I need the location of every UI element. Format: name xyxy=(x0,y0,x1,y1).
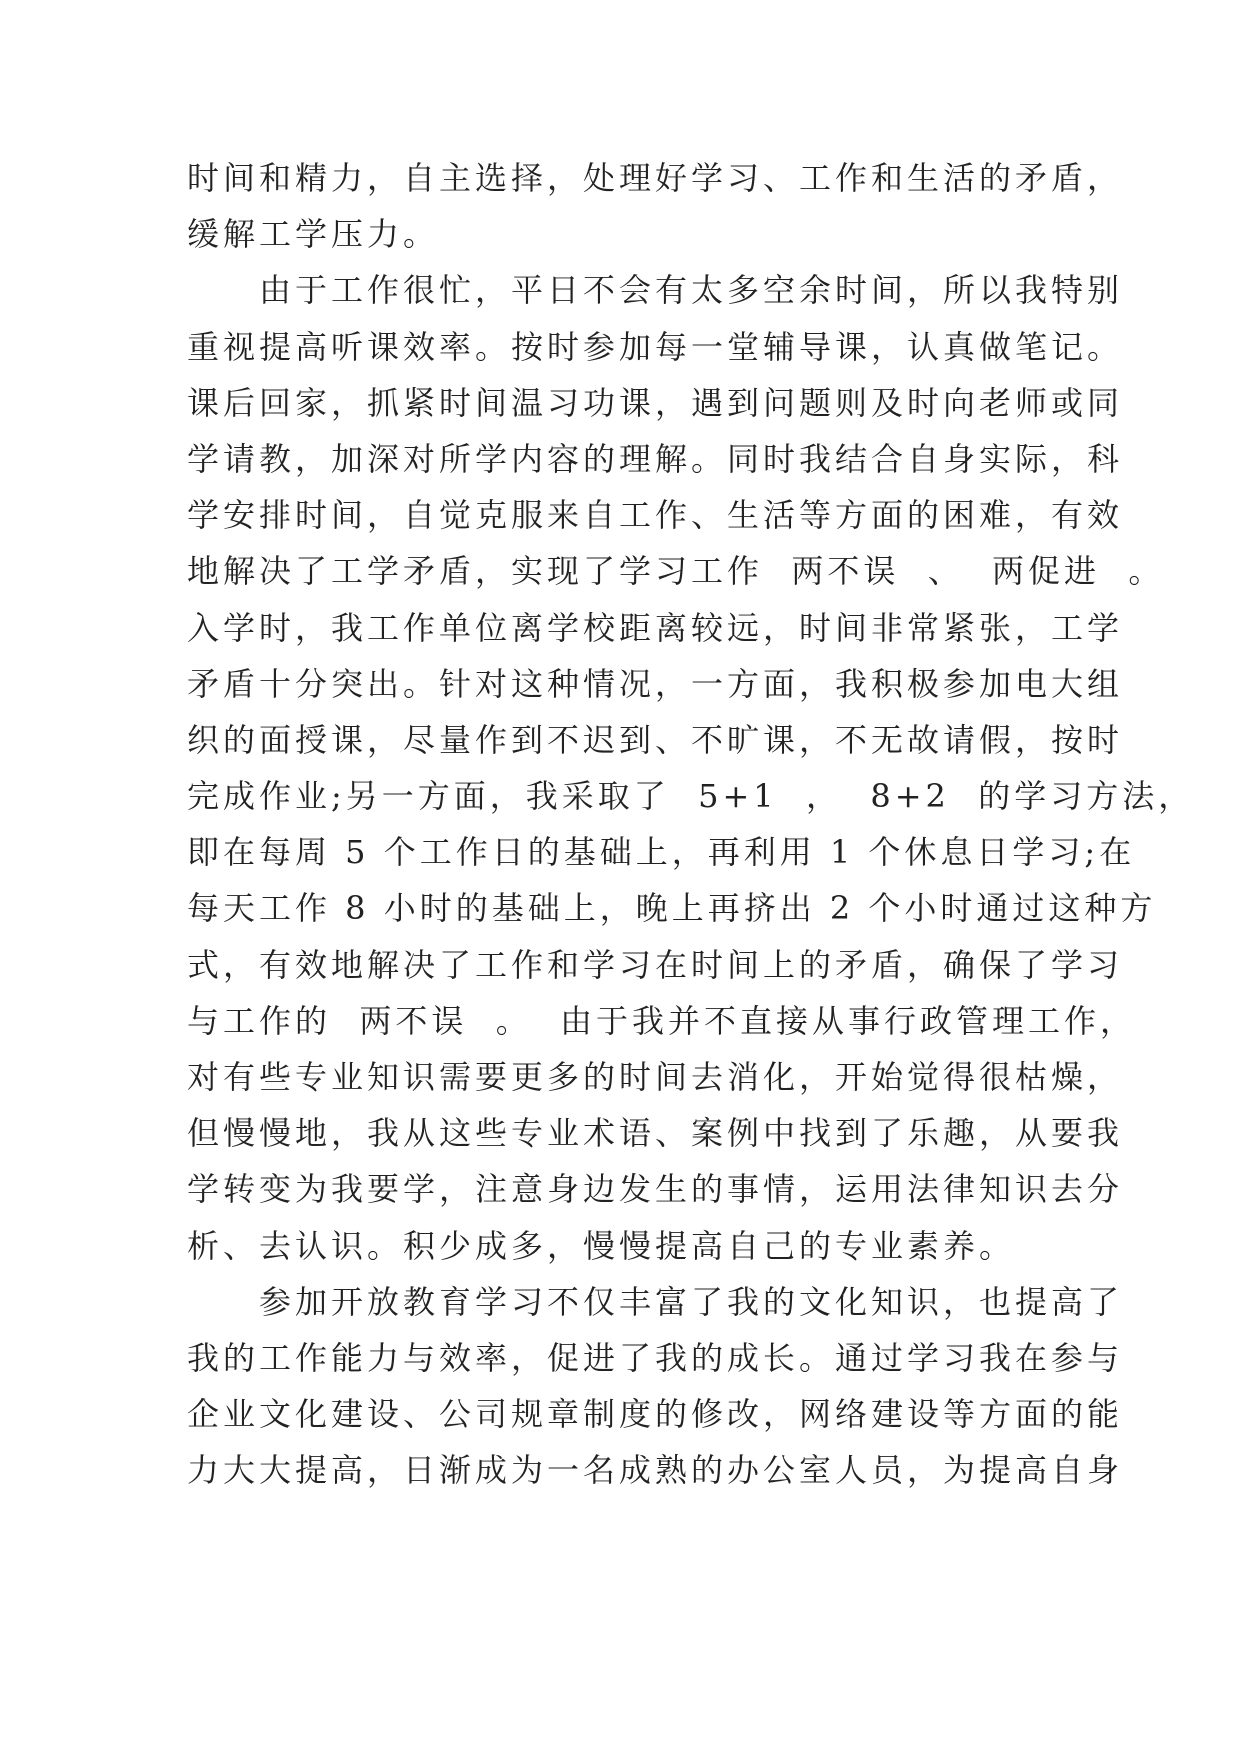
text-line: 参加开放教育学习不仅丰富了我的文化知识，也提高了 xyxy=(187,1282,1124,1321)
body-text xyxy=(187,150,1195,1499)
text-line: 析、去认识。积少成多，慢慢提高自己的专业素养。 xyxy=(187,1226,1016,1265)
text-line: 织的面授课，尽量作到不迟到、不旷课，不无故请假，按时 xyxy=(187,720,1124,759)
text-line: 式，有效地解决了工作和学习在时间上的矛盾，确保了学习 xyxy=(187,945,1124,984)
text-line: 但慢慢地，我从这些专业术语、案例中找到了乐趣，从要我 xyxy=(187,1114,1124,1153)
text-line: 学安排时间，自觉克服来自工作、生活等方面的困难，有效 xyxy=(187,496,1124,535)
text-line: 学转变为我要学，注意身边发生的事情，运用法律知识去分 xyxy=(187,1170,1124,1209)
text-line: 力大大提高，日渐成为一名成熟的办公室人员，为提高自身 xyxy=(187,1451,1124,1490)
text-line: 即在每周 5 个工作日的基础上，再利用 1 个休息日学习;在 xyxy=(187,833,1136,872)
text-line: 入学时，我工作单位离学校距离较远，时间非常紧张，工学 xyxy=(187,608,1124,647)
text-line: 时间和精力，自主选择，处理好学习、工作和生活的矛盾， xyxy=(187,159,1124,197)
text-line: 每天工作 8 小时的基础上，晚上再挤出 2 个小时通过这种方 xyxy=(187,889,1157,928)
text-line: 学请教，加深对所学内容的理解。同时我结合自身实际，科 xyxy=(187,439,1124,478)
text-line: 企业文化建设、公司规章制度的修改，网络建设等方面的能 xyxy=(187,1395,1124,1434)
text-line: 缓解工学压力。 xyxy=(187,215,440,254)
text-line: 对有些专业知识需要更多的时间去消化，开始觉得很枯燥， xyxy=(187,1058,1124,1096)
text-line: 由于工作很忙，平日不会有太多空余时间，所以我特别 xyxy=(187,271,1124,310)
text-line: 地解决了工学矛盾，实现了学习工作 两不误 、 两促进 。 xyxy=(187,552,1165,591)
text-line: 课后回家，抓紧时间温习功课，遇到问题则及时向老师或同 xyxy=(187,383,1124,422)
text-line: 与工作的 两不误 。 由于我并不直接从事行政管理工作， xyxy=(187,1001,1137,1040)
text-line: 我的工作能力与效率，促进了我的成长。通过学习我在参与 xyxy=(187,1338,1124,1377)
text-line: 矛盾十分突出。针对这种情况，一方面，我积极参加电大组 xyxy=(187,664,1124,703)
text-line: 重视提高听课效率。按时参加每一堂辅导课，认真做笔记。 xyxy=(187,327,1124,366)
text-line: 完成作业;另一方面，我采取了 5+1 ， 8+2 的学习方法， xyxy=(187,777,1195,816)
